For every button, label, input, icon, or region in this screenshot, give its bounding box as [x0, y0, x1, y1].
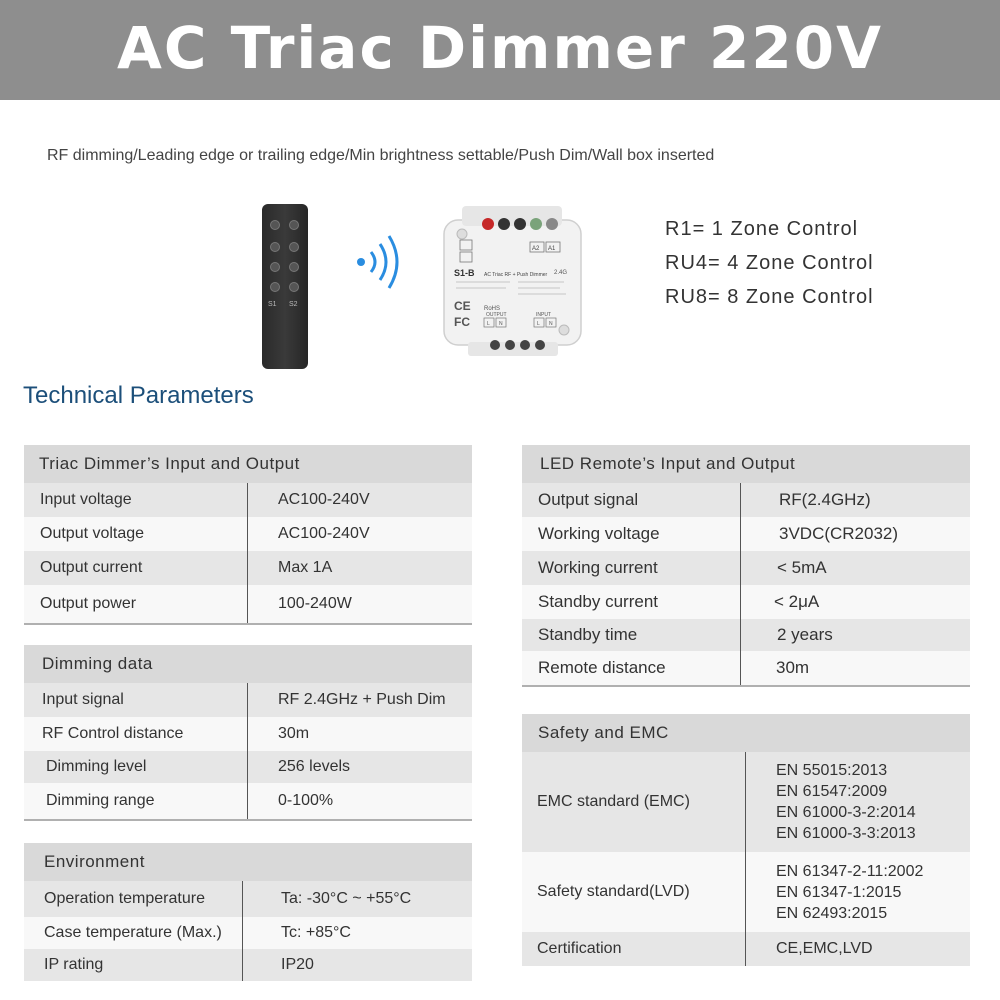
row-label: Remote distance: [538, 658, 666, 677]
row-value: RF(2.4GHz): [779, 490, 871, 509]
row-label: Safety standard(LVD): [537, 883, 690, 900]
power-on-icon: [289, 220, 299, 230]
table-header: [24, 843, 472, 881]
remote-header-label: LED Remote’s Input and Output: [540, 454, 796, 473]
brightness-mid-icon: [270, 282, 280, 292]
zone-list: [665, 212, 874, 314]
table-row: [24, 783, 472, 819]
dim-up-icon: [289, 242, 299, 252]
row-value: < 5mA: [777, 558, 827, 577]
standard-item: EN 61347-1:2015: [776, 883, 902, 901]
standard-item: EN 55015:2013: [776, 762, 888, 779]
table-row: [24, 881, 472, 917]
zone-item-ru4: RU4= 4 Zone Control: [665, 252, 874, 274]
table-row: [522, 585, 970, 619]
table-row: [24, 751, 472, 783]
table-row: [522, 752, 970, 852]
standard-item: EN 61000-3-3:2013: [776, 825, 916, 842]
row-label: Output power: [40, 595, 137, 612]
table-row: [24, 717, 472, 751]
rohs-label: RoHS: [484, 306, 501, 312]
row-label: Standby current: [538, 592, 659, 611]
brightness-high-icon: [289, 262, 299, 272]
table-row: [522, 932, 970, 966]
wireless-signal-icon: [355, 232, 405, 292]
safety-emc-table: [522, 714, 970, 968]
a1-label: A1: [548, 246, 556, 252]
output-l: L: [487, 321, 490, 327]
row-label: EMC standard (EMC): [537, 793, 690, 810]
table-row: [522, 651, 970, 685]
a2-label: A2: [532, 246, 540, 252]
row-label: Operation temperature: [44, 890, 205, 907]
table-row: [24, 683, 472, 717]
row-value: CE,EMC,LVD: [776, 940, 873, 957]
row-label: Input voltage: [40, 491, 132, 508]
brightness-full-icon: [289, 282, 299, 292]
fc-mark: FC: [454, 315, 470, 329]
row-value: 30m: [776, 658, 810, 677]
environment-table: [24, 843, 472, 983]
dimmer-device-image: [440, 200, 585, 360]
table-row: [24, 483, 472, 517]
row-value: 256 levels: [278, 758, 351, 775]
environment-header-label: Environment: [44, 852, 145, 871]
row-value-list: [776, 852, 923, 932]
row-value: 0-100%: [278, 792, 334, 809]
column-divider: [247, 683, 248, 819]
row-value: Max 1A: [278, 559, 333, 576]
ce-mark: CE: [454, 299, 471, 313]
table-bottom-border: [522, 685, 970, 687]
row-label: Standby time: [538, 625, 638, 644]
table-row: [522, 551, 970, 585]
table-bottom-border: [24, 623, 472, 625]
row-value: 3VDC(CR2032): [779, 524, 899, 543]
table-row: [522, 517, 970, 551]
standard-item: EN 61347-2-11:2002: [776, 862, 924, 880]
row-value: AC100-240V: [278, 491, 370, 508]
input-l: L: [537, 321, 540, 327]
output-n: N: [499, 321, 503, 327]
row-label: Input signal: [42, 691, 124, 708]
safety-header-label: Safety and EMC: [538, 723, 669, 742]
device-model: S1-B: [454, 268, 475, 278]
triac-header-label: Triac Dimmer’s Input and Output: [39, 454, 300, 473]
title-banner: [0, 0, 1000, 100]
row-label: Output voltage: [40, 525, 145, 542]
input-label: INPUT: [536, 312, 551, 318]
row-value: Tc: +85°C: [281, 924, 351, 941]
row-value: RF 2.4GHz + Push Dim: [278, 691, 446, 708]
row-label: IP rating: [44, 956, 104, 973]
row-label: RF Control distance: [42, 725, 184, 742]
row-value-list: [776, 752, 916, 852]
column-divider: [247, 483, 248, 625]
table-row: [522, 619, 970, 651]
remote-s2-label: S2: [289, 301, 298, 308]
freq-label: 2.4G: [554, 270, 568, 276]
table-row: [522, 852, 970, 932]
column-divider: [745, 752, 746, 966]
standard-item: EN 61000-3-2:2014: [776, 804, 916, 821]
row-label: Certification: [537, 940, 622, 957]
table-row: [24, 949, 472, 981]
output-label: OUTPUT: [486, 312, 507, 318]
row-value: 100-240W: [278, 595, 352, 612]
row-label: Working current: [538, 558, 658, 577]
table-header: [522, 714, 970, 752]
row-label: Output current: [40, 559, 143, 576]
remote-io-table: [522, 445, 970, 689]
page-title: AC Triac Dimmer 220V: [116, 14, 884, 82]
row-value: AC100-240V: [278, 525, 370, 542]
remote-s1-label: S1: [268, 301, 277, 308]
row-label: Output signal: [538, 490, 639, 509]
brightness-low-icon: [270, 262, 280, 272]
table-header: [522, 445, 970, 483]
triac-io-table: [24, 445, 472, 627]
column-divider: [242, 881, 243, 981]
dimming-data-table: [24, 645, 472, 821]
row-label: Dimming range: [46, 792, 155, 809]
zone-item-ru8: RU8= 8 Zone Control: [665, 286, 874, 308]
remote-control-image: [262, 204, 308, 369]
table-bottom-border: [24, 819, 472, 821]
dim-down-icon: [270, 242, 280, 252]
row-label: Case temperature (Max.): [44, 924, 222, 941]
input-n: N: [549, 321, 553, 327]
technical-parameters-heading: Technical Parameters: [23, 382, 254, 409]
table-row: [24, 585, 472, 623]
row-value: Ta: -30°C ~ +55°C: [281, 890, 412, 907]
power-off-icon: [270, 220, 280, 230]
row-value: 2 years: [777, 625, 833, 644]
row-label: Dimming level: [46, 758, 147, 775]
table-row: [24, 517, 472, 551]
row-value: IP20: [281, 956, 314, 973]
device-name: AC Triac RF + Push Dimmer: [484, 272, 548, 278]
table-header: [24, 645, 472, 683]
table-header: [24, 445, 472, 483]
dimming-header-label: Dimming data: [42, 654, 153, 673]
feature-subtitle: RF dimming/Leading edge or trailing edge/Min brightness settable/Push Dim/Wall box inserted: [47, 147, 715, 164]
standard-item: EN 61547:2009: [776, 783, 888, 800]
table-row: [522, 483, 970, 517]
table-row: [24, 917, 472, 949]
zone-item-r1: R1= 1 Zone Control: [665, 218, 859, 240]
row-value: < 2μA: [774, 592, 820, 611]
table-row: [24, 551, 472, 585]
row-value: 30m: [278, 725, 310, 742]
column-divider: [740, 483, 741, 685]
row-label: Working voltage: [538, 524, 660, 543]
standard-item: EN 62493:2015: [776, 904, 888, 922]
